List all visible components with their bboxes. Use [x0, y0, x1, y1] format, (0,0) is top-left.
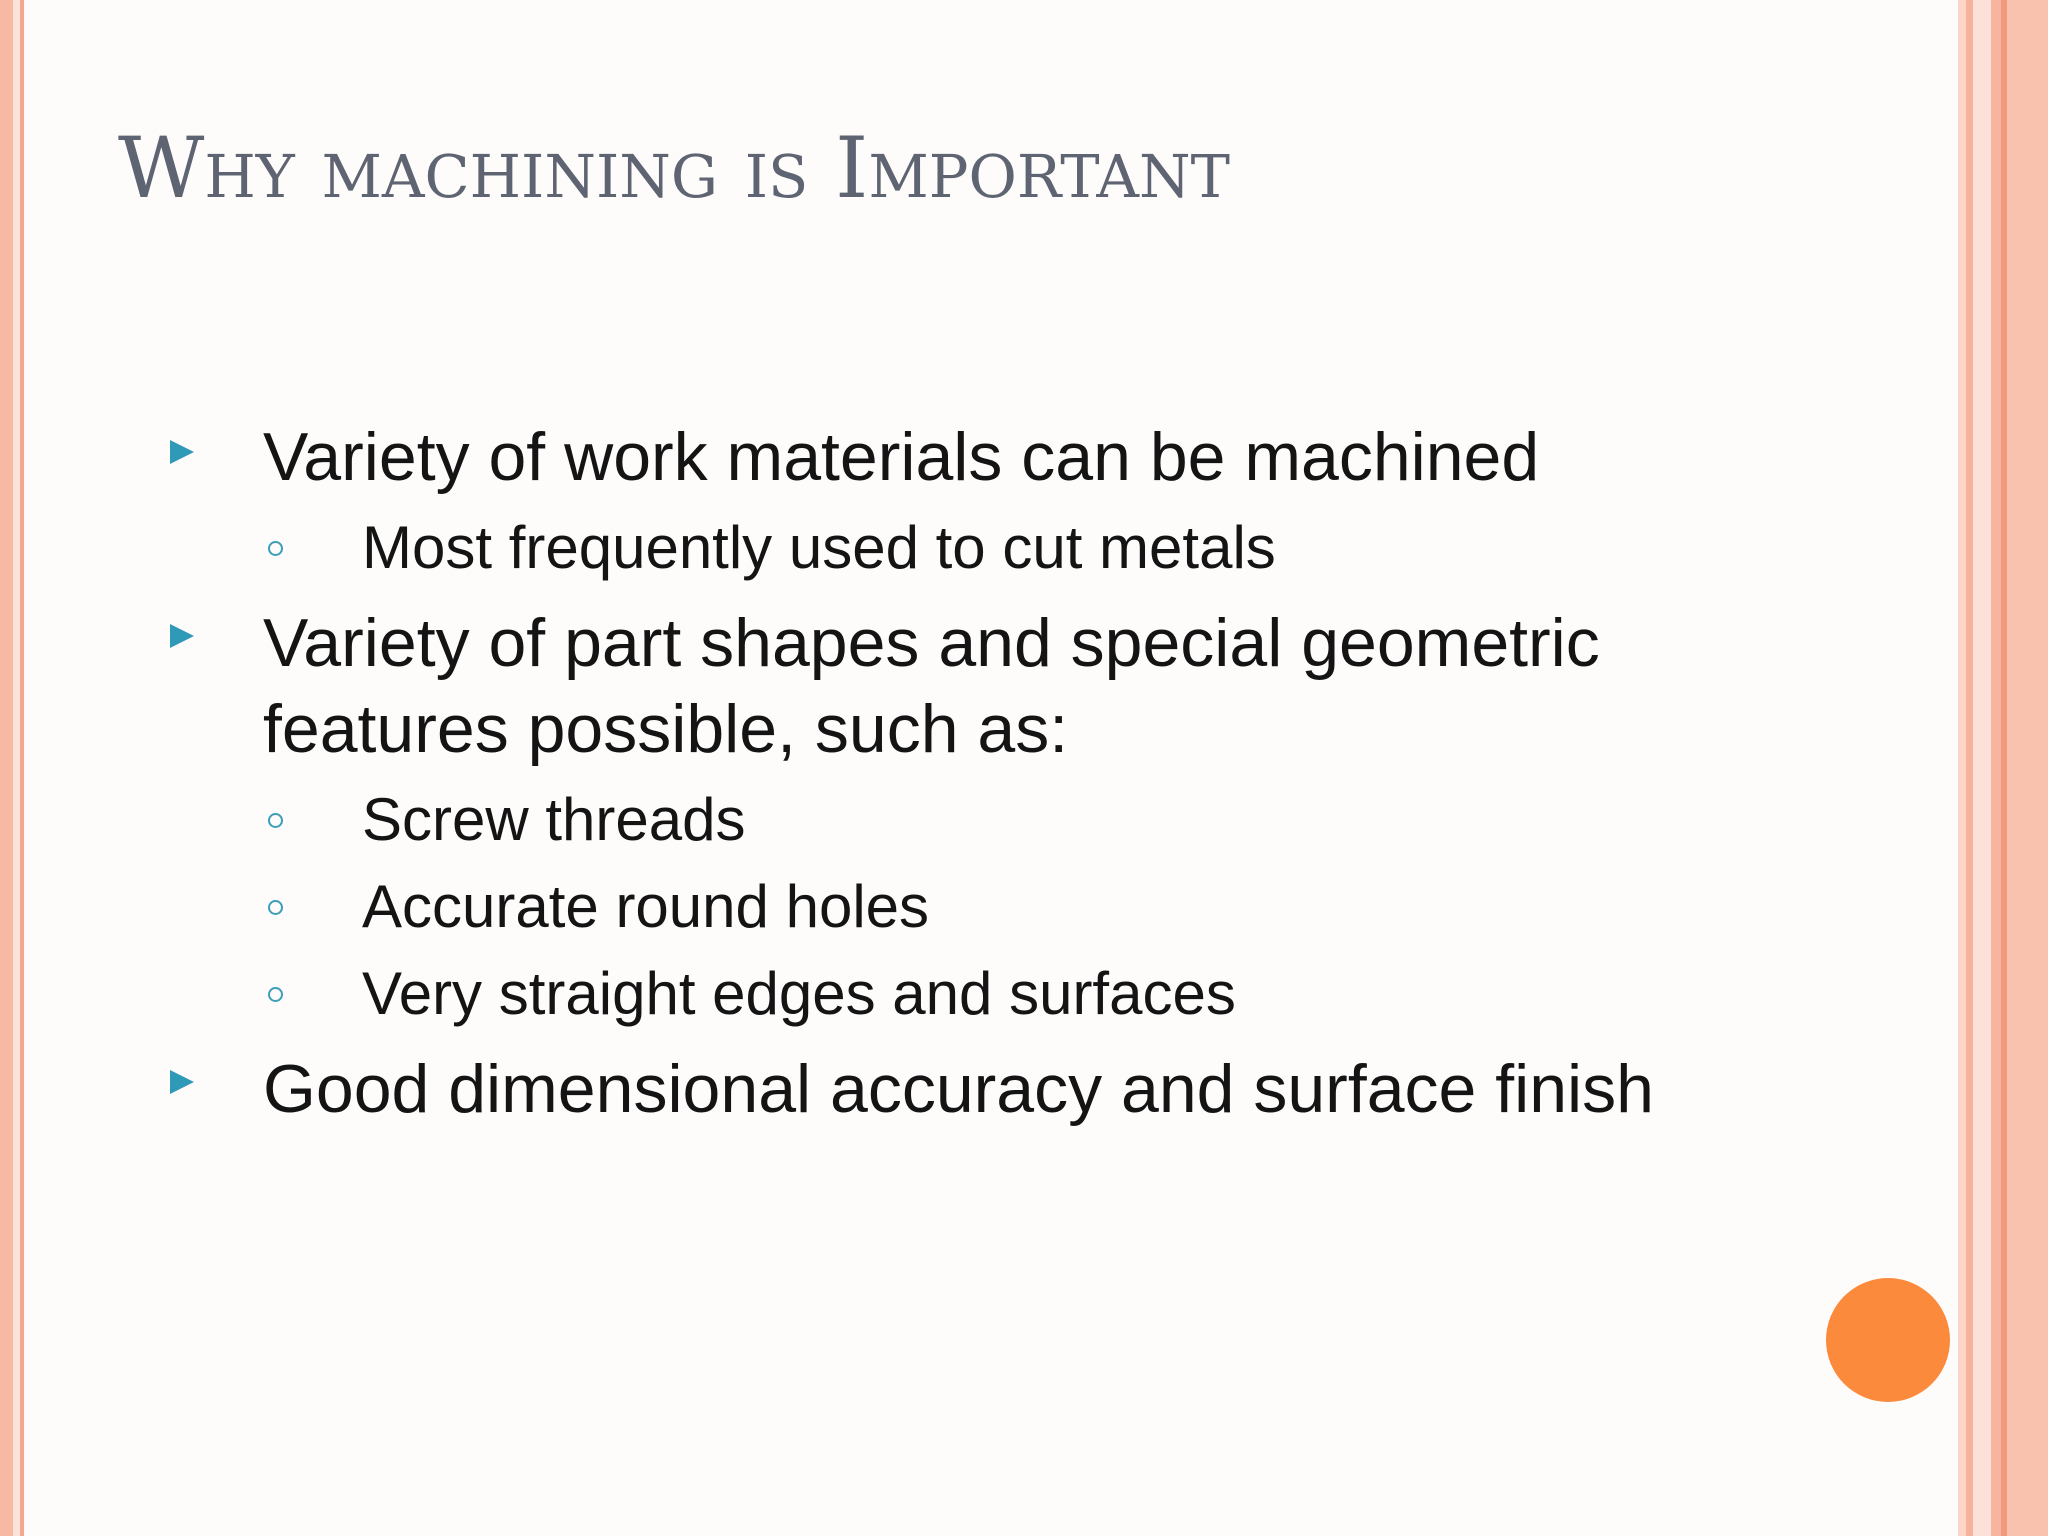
- right-border-stripe: [2007, 0, 2048, 1536]
- sub-bullet-item: Very straight edges and surfaces: [362, 960, 1236, 1027]
- bullet-item: Variety of work materials can be machined: [263, 419, 1540, 495]
- ring-bullet-icon: [268, 541, 283, 556]
- right-triangle-icon: [170, 1070, 194, 1094]
- ring-bullet-icon: [268, 987, 283, 1002]
- right-border-stripe: [1958, 0, 1966, 1536]
- bullet-item-continuation: features possible, such as:: [263, 691, 1069, 767]
- right-border-stripe: [1973, 0, 1991, 1536]
- slide-title: Why machining is Important: [118, 119, 1230, 217]
- bullet-item: Variety of part shapes and special geometric: [263, 605, 1600, 681]
- ring-bullet-icon: [268, 813, 283, 828]
- right-border-stripe: [1991, 0, 2001, 1536]
- sub-bullet-item: Accurate round holes: [362, 873, 930, 940]
- orange-circle-decoration: [1826, 1278, 1950, 1402]
- right-triangle-icon: [170, 624, 194, 648]
- right-triangle-icon: [170, 440, 194, 464]
- bullet-item: Good dimensional accuracy and surface finish: [263, 1051, 1654, 1127]
- ring-bullet-icon: [268, 900, 283, 915]
- sub-bullet-item: Most frequently used to cut metals: [362, 514, 1276, 581]
- sub-bullet-item: Screw threads: [362, 786, 746, 853]
- right-border-stripe: [1966, 0, 1973, 1536]
